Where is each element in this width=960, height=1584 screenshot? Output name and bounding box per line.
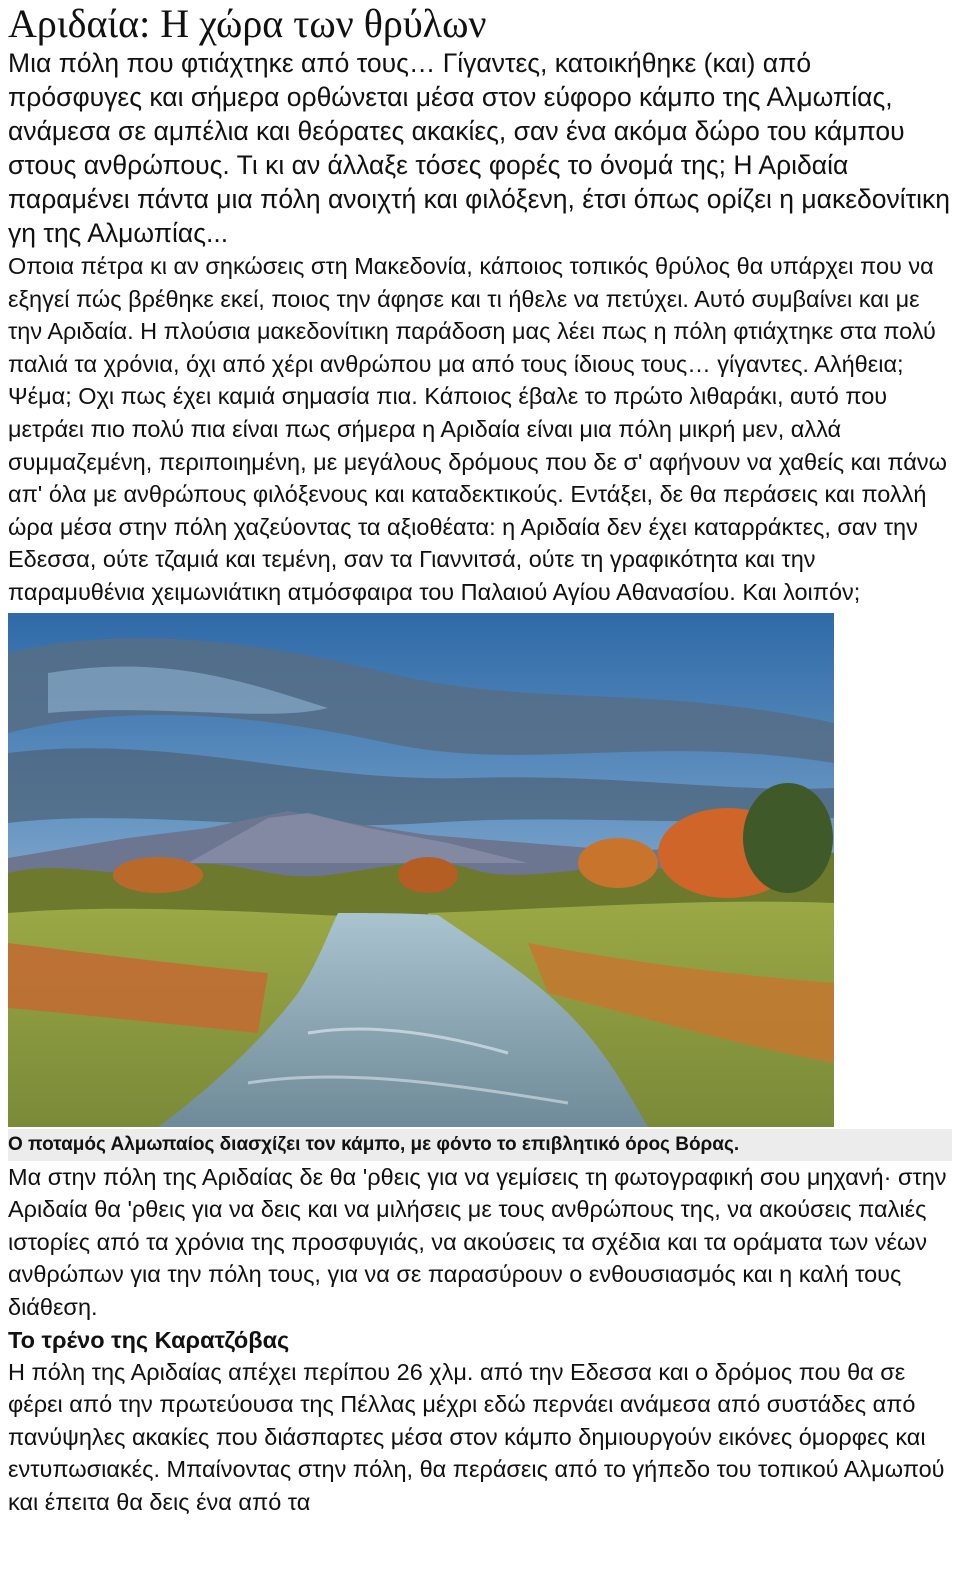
section-heading: Το τρένο της Καρατζόβας	[8, 1326, 290, 1353]
article-paragraph-2: Μα στην πόλη της Αριδαίας δε θα 'ρθεις για να γεμίσεις τη φωτογραφική σου μηχανή· στην Αριδαία θα 'ρθεις για να δεις και να μιλήσεις με τους ανθρώπους της, να ακούσεις παλιές ιστορίες από τα χρόνια της προσφυγιάς, να ακούσεις τα σχέδια και τα οράματα των νέων ανθρώπων για την πόλη τους, για να σε παρασύρουν ο ενθουσιασμός και η καλή τους διάθεση.	[8, 1163, 947, 1320]
article-title: Αριδαία: Η χώρα των θρύλων	[8, 1, 487, 46]
photo-caption: Ο ποταμός Αλμωπαίος διασχίζει τον κάμπο, με φόντο το επιβλητικό όρος Βόρας.	[8, 1129, 952, 1161]
article-paragraph-3: Η πόλη της Αριδαίας απέχει περίπου 26 χλμ. από την Εδεσσα και ο δρόμος που θα σε φέρει από την πρωτεύουσα της Πέλλας μέχρι εδώ περνάει ανάμεσα από συστάδες από πανύψηλες ακακίες που διάσπαρτες μέσα στον κάμπο δημιουργούν εικόνες όμορφες και εντυπωσιακές. Μπαίνοντας στην πόλη, θα περάσεις από το γήπεδο του τοπικού Αλμωπού και έπειτα θα δεις ένα από τα	[8, 1358, 945, 1515]
article-lead: Μια πόλη που φτιάχτηκε από τους… Γίγαντες, κατοικήθηκε (και) από πρόσφυγες και σήμερα ορθώνεται μέσα στον εύφορο κάμπο της Αλμωπίας, ανάμεσα σε αμπέλια και θεόρατες ακακίες, σαν ένα ακόμα δώρο του κάμπου στους ανθρώπους. Τι κι αν άλλαξε τόσες φορές το όνομά της; Η Αριδαία παραμένει πάντα μια πόλη ανοιχτή και φιλόξενη, έτσι όπως ορίζει η μακεδονίτικη γη της Αλμωπίας...	[8, 48, 950, 248]
article-paragraph-1: Οποια πέτρα κι αν σηκώσεις στη Μακεδονία, κάποιος τοπικός θρύλος θα υπάρχει που να εξηγεί πώς βρέθηκε εκεί, ποιος την άφησε και τι ήθελε να πετύχει. Αυτό συμβαίνει και με την Αριδαία. Η πλούσια μακεδονίτικη παράδοση μας λέει πως η πόλη φτιάχτηκε στα πολύ παλιά τα χρόνια, όχι από χέρι ανθρώπου μα από τους ίδιους τους… γίγαντες. Αλήθεια; Ψέμα; Οχι πως έχει καμιά σημασία πια. Κάποιος έβαλε το πρώτο λιθαράκι, αυτό που μετράει πιο πολύ πια είναι πως σήμερα η Αριδαία είναι μια πόλη μικρή μεν, αλλά συμμαζεμένη, περιποιημένη, με μεγάλους δρόμους που δε σ' αφήνουν να χαθείς και πάνω απ' όλα με ανθρώπους φιλόξενους και καταδεκτικούς. Εντάξει, δε θα περάσεις και πολλή ώρα μέσα στην πόλη χαζεύοντας τα αξιοθέατα: η Αριδαία δεν έχει καταρράκτες, σαν την Εδεσσα, ούτε τζαμιά και τεμένη, σαν τα Γιαννιτσά, ούτε τη γραφικότητα και την παραμυθένια χειμωνιάτικη ατμόσφαιρα του Παλαιού Αγίου Αθανασίου. Και λοιπόν;	[8, 253, 947, 605]
landscape-photo	[8, 613, 834, 1127]
